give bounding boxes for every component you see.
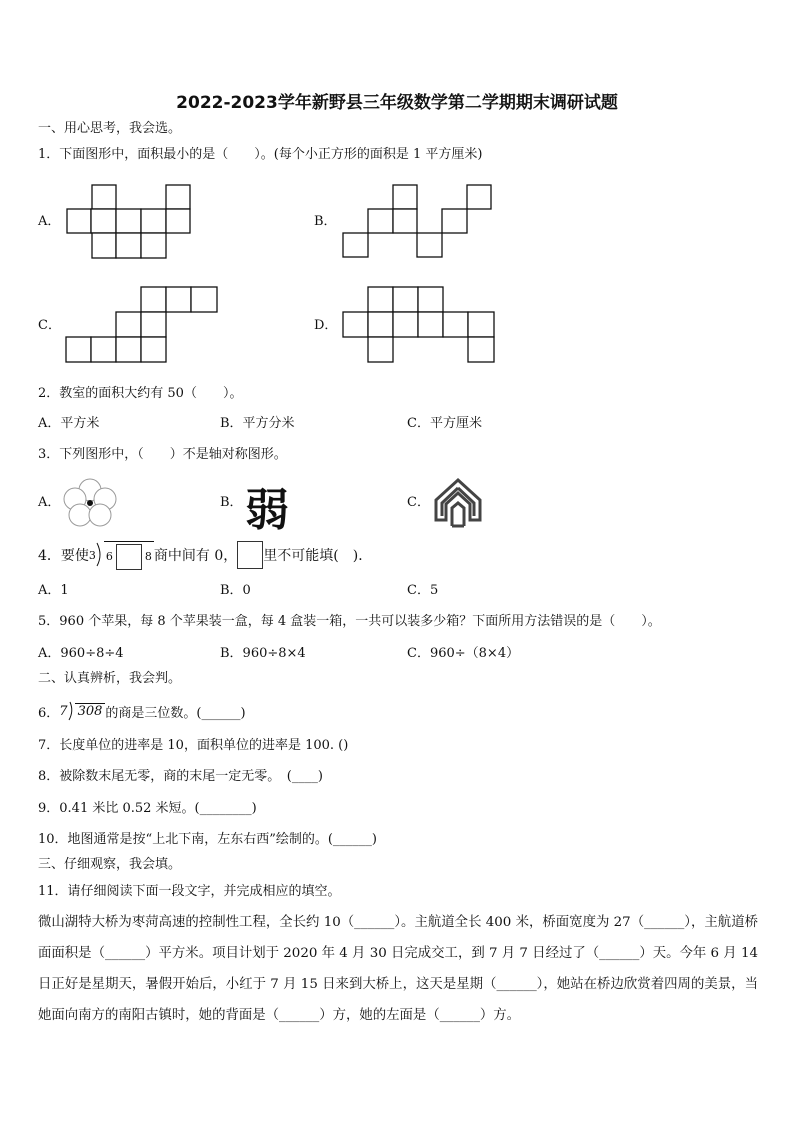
division-bracket-icon [68, 701, 75, 721]
q4-option-b[interactable]: B．0 [220, 583, 251, 598]
division-bracket-icon [96, 542, 104, 568]
character-figure: 弱 [245, 485, 289, 536]
section-1-heading: 一、用心思考，我会选。 [38, 121, 182, 136]
q4-answer-box[interactable] [237, 541, 263, 569]
flower-figure [62, 478, 118, 526]
q1-option-d[interactable]: D． [314, 318, 338, 333]
page-title: 2022-2023学年新野县三年级数学第二学期期末调研试题 [176, 93, 618, 113]
q1-option-b[interactable]: B． [314, 214, 337, 229]
q4-option-a[interactable]: A．1 [38, 583, 69, 598]
q6-suffix: 的商是三位数。(______) [105, 705, 246, 721]
q1-figure-c [65, 286, 225, 366]
q11-stem: 11．请仔细阅读下面一段文字，并完成相应的填空。 [38, 884, 341, 899]
q4-middle: 商中间有 0， [153, 548, 238, 564]
q1-stem: 1．下面图形中，面积最小的是（ ）。(每个小正方形的面积是 1 平方厘米) [38, 147, 483, 162]
q4-suffix: 里不可能填( )． [263, 548, 373, 564]
q5-option-c[interactable]: C．960÷（8×4） [407, 646, 520, 661]
q5-option-a[interactable]: A．960÷8÷4 [38, 646, 124, 661]
q3-option-a[interactable]: A． [38, 495, 61, 510]
section-3-heading: 三、仔细观察，我会填。 [38, 857, 182, 872]
q4-division [89, 541, 154, 570]
q5-option-b[interactable]: B．960÷8×4 [220, 646, 306, 661]
q1-figure-a [66, 184, 196, 264]
q4-stem [38, 540, 372, 570]
q6-divisor: 7 [59, 703, 68, 719]
q1-figure-b [342, 184, 497, 264]
q2-stem: 2．教室的面积大约有 50（ ）。 [38, 386, 243, 401]
q6-dividend: 308 [75, 703, 106, 719]
q7-statement: 7．长度单位的进率是 10，面积单位的进率是 100. () [38, 738, 349, 753]
q3-stem: 3．下列图形中，（ ）不是轴对称图形。 [38, 447, 287, 462]
q1-option-c[interactable]: C． [38, 318, 61, 333]
q11-paragraph: 微山湖特大桥为枣菏高速的控制性工程，全长约 10（______）。主航道全长 400 米，桥面宽度为 27（______），主航道桥面面积是（______）平方米。项目计划于 2020 年 4 月 30 日完成交工，到 7 月 7 日经过了（______）天。今年 6 月 14 日正好是星期天，暑假开始后，小红于 7 月 15 日来到大桥上，这天是星期（______），她站在桥边欣赏着四周的美景，当她面向南方的南阳古镇时，她的背面是（______）方，她的左面是（______）方。 [38, 915, 758, 1023]
q8-statement: 8．被除数末尾无零，商的末尾一定无零。 (____) [38, 769, 323, 784]
q4-option-c[interactable]: C．5 [407, 583, 439, 598]
q4-prefix: 4．要使 [38, 548, 89, 564]
section-2-heading: 二、认真辨析，我会判。 [38, 671, 182, 686]
q4-digit-1: 6 [105, 550, 113, 563]
q3-option-b[interactable]: B． [220, 495, 243, 510]
q1-option-a[interactable]: A． [38, 214, 61, 229]
q2-option-c[interactable]: C．平方厘米 [407, 416, 482, 431]
q2-option-b[interactable]: B．平方分米 [220, 416, 295, 431]
q10-statement: 10．地图通常是按“上北下南，左东右西”绘制的。(______) [38, 832, 377, 847]
q9-statement: 9．0.41 米比 0.52 米短。(________) [38, 801, 257, 816]
q5-stem: 5．960 个苹果，每 8 个苹果装一盒，每 4 盒装一箱，一共可以装多少箱？下面所用方法错误的是（ ）。 [38, 614, 661, 629]
symbol-figure [430, 476, 486, 532]
q6-stem [38, 700, 246, 722]
q6-prefix: 6． [38, 705, 60, 721]
q6-division [59, 701, 105, 721]
q4-divisor: 3 [88, 548, 96, 562]
q3-option-c[interactable]: C． [407, 495, 430, 510]
q4-digit-3: 8 [144, 550, 152, 563]
q1-figure-d [342, 286, 502, 366]
q4-blank-box[interactable] [116, 544, 142, 570]
q2-option-a[interactable]: A．平方米 [38, 416, 100, 431]
